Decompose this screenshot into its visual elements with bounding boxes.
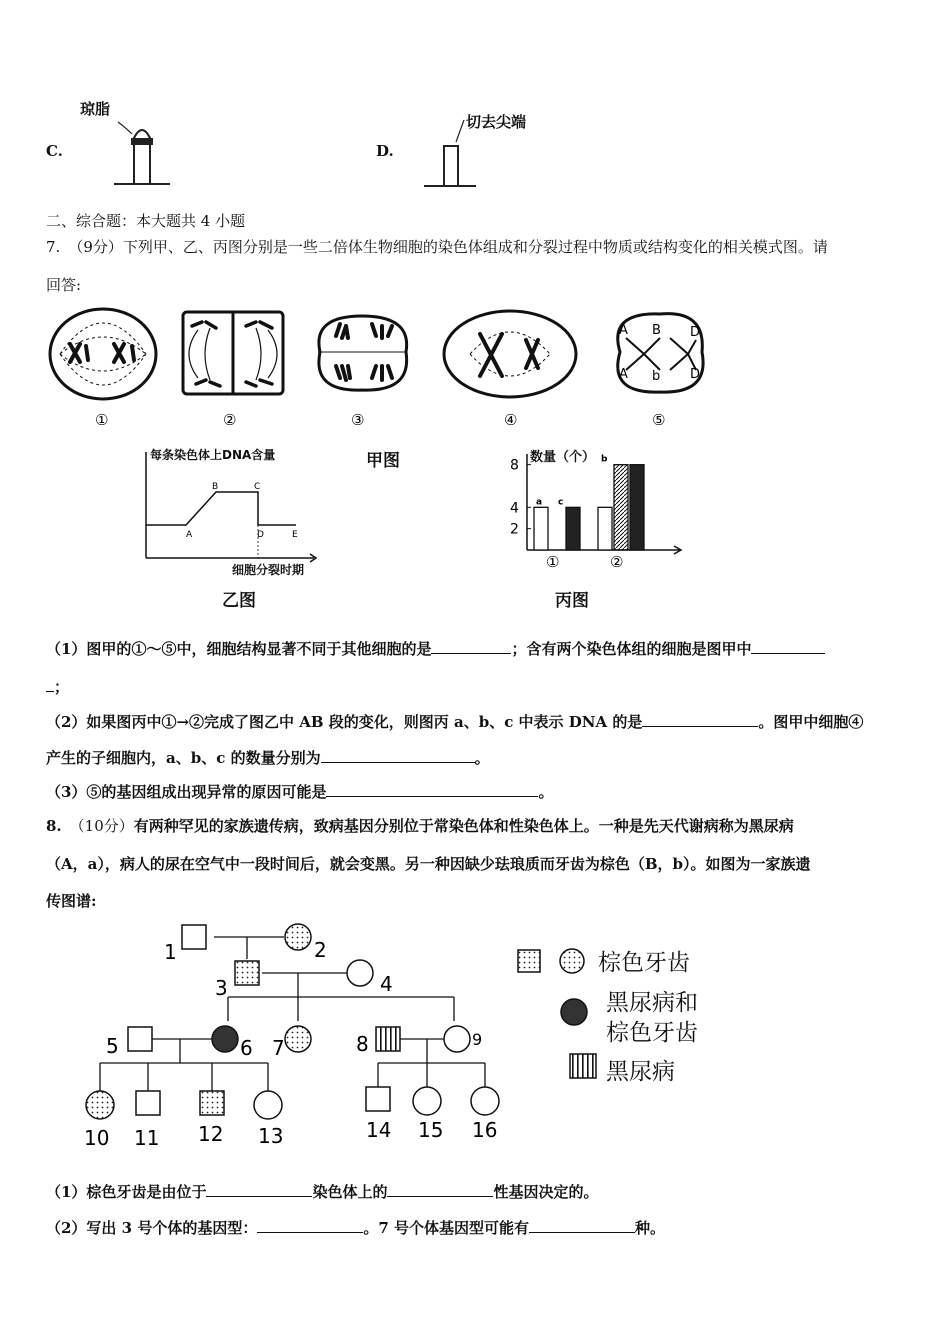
ind-13: [254, 1091, 282, 1119]
cell5-gene-top-left: A: [619, 323, 628, 338]
q8-sub1-blank1[interactable]: [206, 1182, 312, 1197]
ind-label-9: 9: [472, 1030, 483, 1049]
q7-sub2-blank2[interactable]: [321, 748, 475, 763]
legend-both-label-1: 黑尿病和: [606, 990, 698, 1016]
q7-sub2-b: 。图甲中细胞④: [758, 713, 864, 731]
q7-stem-line2: 回答:: [46, 276, 82, 294]
cell-label-5: ⑤: [652, 411, 666, 429]
agar-caption: 琼脂: [80, 100, 111, 118]
ind-label-8: 8: [356, 1032, 369, 1056]
cell5-gene-bot-left: A: [619, 367, 628, 382]
ind-4: [347, 960, 373, 986]
q8-line2: （A，a），病人的尿在空气中一段时间后，就会变黑。另一种因缺少珐琅质而牙齿为棕色（B，b）。如图为一家族遗: [46, 855, 811, 873]
ind-16: [471, 1087, 499, 1115]
bing-title: 丙图: [555, 591, 589, 611]
bing-bar-c-2: [630, 465, 644, 550]
q8-sub2-c: 种。: [635, 1219, 666, 1237]
legend-both-circle: [561, 999, 587, 1025]
cell-label-2: ②: [223, 411, 237, 429]
cell-2: [183, 312, 283, 394]
ind-label-12: 12: [198, 1122, 224, 1146]
bing-category-1: ①: [546, 553, 560, 571]
pedigree-legend-symbols: [512, 940, 612, 1090]
ind-9: [444, 1026, 470, 1052]
coleoptile-agar-figure: [100, 110, 190, 190]
bing-bar-c-1: [566, 507, 580, 550]
yi-point-E: E: [292, 530, 298, 540]
yi-title: 乙图: [222, 591, 256, 611]
ind-6: [212, 1026, 238, 1052]
q8-sub1-a: （1）棕色牙齿是由位于: [46, 1183, 207, 1201]
ind-label-4: 4: [380, 972, 393, 996]
q8-number: 8.: [46, 817, 62, 835]
q7-score: （9分）: [68, 238, 123, 256]
ind-label-16: 16: [472, 1118, 498, 1142]
ind-10: [86, 1091, 114, 1119]
q7-sub1-blank2-cont[interactable]: [46, 677, 54, 692]
q8-sub2-blank1[interactable]: [257, 1218, 363, 1233]
cell-label-3: ③: [351, 411, 365, 429]
ind-11: [136, 1091, 160, 1115]
ind-1: [182, 925, 206, 949]
cell-label-4: ④: [504, 411, 518, 429]
legend-alk-square: [570, 1054, 596, 1078]
ind-label-6: 6: [240, 1036, 253, 1060]
cell-5: [618, 314, 703, 392]
ind-15: [413, 1087, 441, 1115]
q8-sub2-a: （2）写出 3 号个体的基因型：: [46, 1219, 258, 1237]
q7-sub1-blank2[interactable]: [751, 639, 825, 654]
ind-5: [128, 1027, 152, 1051]
q8-sub1-c: 性基因决定的。: [493, 1183, 599, 1201]
q7-sub1-blank1[interactable]: [431, 639, 511, 654]
cell5-gene-bot-right: D: [690, 367, 701, 382]
cell5-gene-top-mid: B: [652, 323, 661, 338]
bing-bar-letter-a: a: [536, 497, 543, 508]
q8-score: （10分）: [69, 817, 134, 835]
legend-brown-circle: [560, 949, 584, 973]
q7-sub1-a: （1）图甲的①～⑤中，细胞结构显著不同于其他细胞的是: [46, 640, 432, 658]
q8-sub1-blank2[interactable]: [387, 1182, 493, 1197]
bing-ylabel: 数量（个）: [530, 450, 596, 465]
legend-brown-label: 棕色牙齿: [598, 950, 690, 976]
yi-ylabel: 每条染色体上DNA含量: [150, 448, 276, 462]
legend-alk-label: 黑尿病: [606, 1059, 675, 1085]
ind-14: [366, 1087, 390, 1111]
bing-ytick-label-4: 4: [510, 500, 519, 517]
q7-number: 7.: [46, 238, 61, 256]
yi-point-A: A: [186, 530, 193, 540]
cell-3: [318, 316, 407, 390]
q8-line3: 传图谱:: [46, 892, 97, 910]
q7-sub1-b: ；含有两个染色体组的细胞是图甲中: [511, 640, 752, 658]
yi-xlabel: 细胞分裂时期: [232, 563, 305, 577]
bing-bar-b-2: [614, 465, 628, 550]
option-d-letter: D.: [376, 142, 394, 160]
bing-category-2: ②: [610, 553, 624, 571]
legend-both-label-2: 棕色牙齿: [606, 1020, 698, 1046]
coleoptile-cut-figure: [410, 118, 490, 190]
yi-point-D: D: [257, 530, 264, 540]
ind-8: [376, 1027, 400, 1051]
cell-4: [444, 311, 576, 397]
option-c-letter: C.: [46, 142, 63, 160]
ind-label-2: 2: [314, 938, 327, 962]
q7-sub3-a: （3）⑤的基因组成出现异常的原因可能是: [46, 783, 327, 801]
bing-bar-letter-c: c: [558, 497, 564, 508]
q7-sub2-c: 产生的子细胞内，a、b、c 的数量分别为: [46, 749, 321, 767]
bing-ytick-label-8: 8: [510, 457, 519, 474]
pedigree-chart: [80, 915, 520, 1150]
q7-stem-line1: 下列甲、乙、丙图分别是一些二倍体生物细胞的染色体组成和分裂过程中物质或结构变化的相关模式图。请: [122, 238, 828, 256]
q7-sub2-blank1[interactable]: [642, 712, 758, 727]
ind-2: [285, 924, 311, 950]
cell5-gene-bot-mid: b: [652, 369, 661, 384]
ind-12: [200, 1091, 224, 1115]
ind-label-14: 14: [366, 1118, 392, 1142]
ind-label-13: 13: [258, 1124, 284, 1148]
cell-1: [50, 309, 156, 399]
ind-7: [285, 1026, 311, 1052]
ind-label-3: 3: [215, 976, 228, 1000]
legend-brown-square: [518, 950, 540, 972]
ind-label-5: 5: [106, 1034, 119, 1058]
cut-tip-caption: 切去尖端: [466, 113, 527, 131]
ind-label-10: 10: [84, 1126, 110, 1150]
cell5-gene-top-right: D: [690, 325, 701, 340]
jia-title: 甲图: [366, 451, 400, 471]
bing-ytick-label-2: 2: [510, 521, 519, 538]
q8-sub2-blank2[interactable]: [529, 1218, 635, 1233]
jia-cells-figure: [40, 300, 920, 435]
ind-label-1: 1: [164, 940, 177, 964]
q8-sub2-b: 。7 号个体基因型可能有: [363, 1219, 529, 1237]
q8-line1: 有两种罕见的家族遗传病，致病基因分别位于常染色体和性染色体上。一种是先天代谢病称为黑尿病: [133, 817, 794, 835]
q7-sub3-blank[interactable]: [326, 782, 538, 797]
ind-label-15: 15: [418, 1118, 444, 1142]
bing-bar-letter-b: b: [601, 454, 608, 465]
yi-point-C: C: [254, 482, 261, 492]
q8-sub1-b: 染色体上的: [312, 1183, 388, 1201]
ind-3: [235, 961, 259, 985]
yi-point-B: B: [212, 482, 219, 492]
bing-bar-a-2: [598, 507, 612, 550]
q7-sub2-a: （2）如果图丙中①→②完成了图乙中 AB 段的变化，则图丙 a、b、c 中表示 DNA 的是: [46, 713, 643, 731]
section-heading: 二、综合题：本大题共 4 小题: [46, 212, 246, 230]
q7-sub3-end: 。: [538, 783, 554, 801]
cell-label-1: ①: [95, 411, 109, 429]
q7-sub1-end: ；: [54, 678, 70, 696]
ind-label-11: 11: [134, 1126, 160, 1150]
bing-bar-a-1: [534, 507, 548, 550]
q7-sub2-end: 。: [474, 749, 490, 767]
ind-label-7: 7: [272, 1036, 285, 1060]
